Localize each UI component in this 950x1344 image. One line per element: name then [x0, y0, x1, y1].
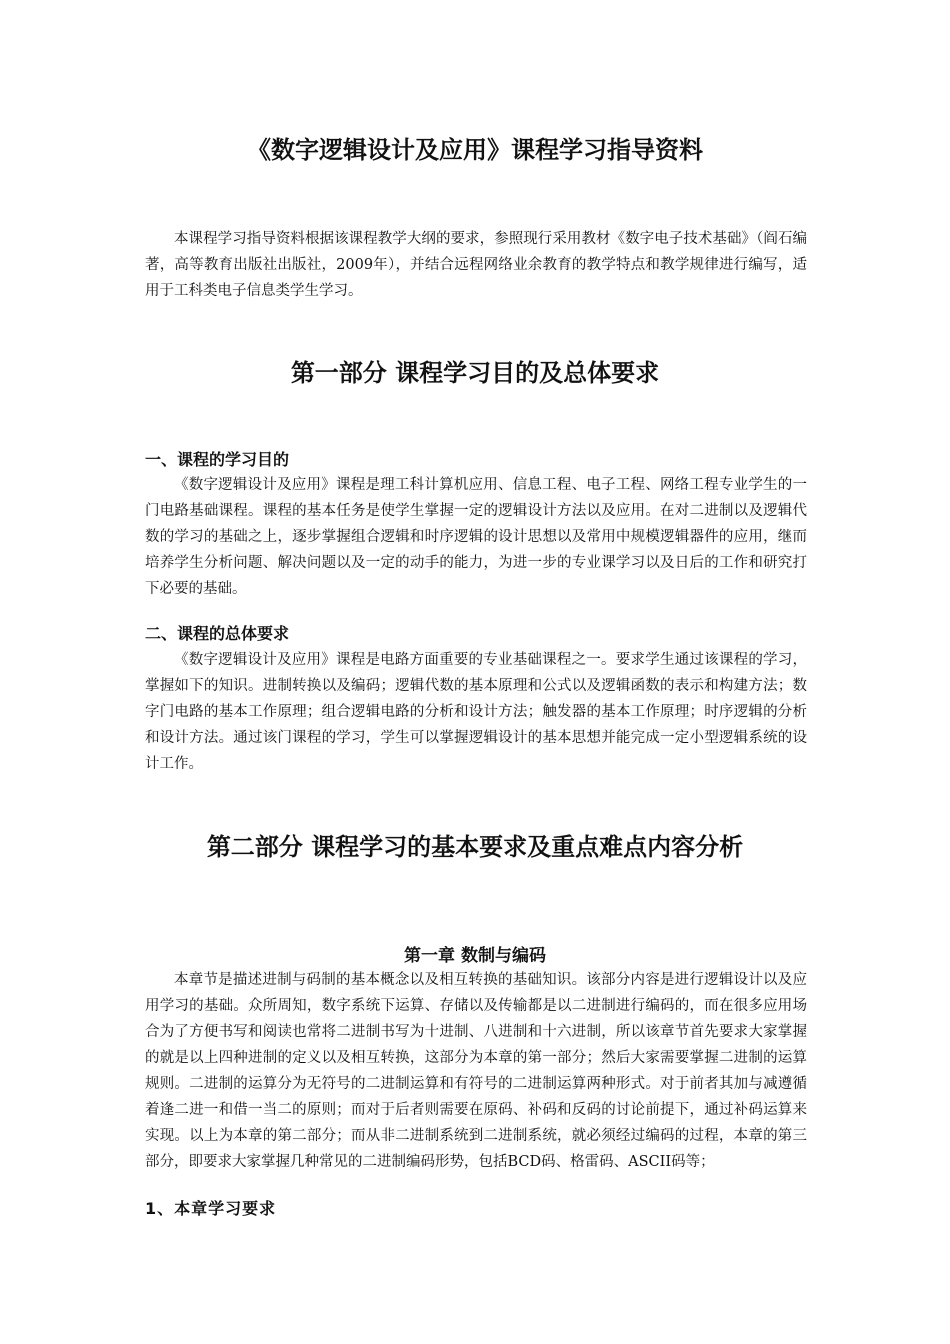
part1-title: 第一部分 课程学习目的及总体要求	[290, 358, 660, 387]
chapter1-paragraph: 本章节是描述进制与码制的基本概念以及相互转换的基础知识。该部分内容是进行逻辑设计以及应用学习的基础。众所周知，数字系统下运算、存储以及传输都是以二进制进行编码的，而在很多应用场合为了方便书写和阅读也常将二进制书写为十进制、八进制和十六进制，所以该章节首先要求大家掌握的就是以上四种进制的定义以及相互转换，这部分为本章的第一部分；然后大家需要掌握二进制的运算规则。二进制的运算分为无符号的二进制运算和有符号的二进制运算两种形式。对于前者其加与减遵循着逢二进一和借一当二的原则；而对于后者则需要在原码、补码和反码的讨论前提下，通过补码运算来实现。以上为本章的第二部分；而从非二进制系统到二进制系统，就必须经过编码的过程，本章的第三部分，即要求大家掌握几种常见的二进制编码形势，包括BCD码、格雷码、ASCII码等；	[145, 972, 807, 1170]
chapter1-subsection-heading: 1、本章学习要求	[145, 1199, 277, 1218]
overall-requirements-paragraph: 《数字逻辑设计及应用》课程是电路方面重要的专业基础课程之一。要求学生通过该课程的学习，掌握如下的知识。进制转换以及编码；逻辑代数的基本原理和公式以及逻辑函数的表示和构建方法；数字门电路的基本工作原理；组合逻辑电路的分析和设计方法；触发器的基本工作原理；时序逻辑的分析和设计方法。通过该门课程的学习，学生可以掌握逻辑设计的基本思想并能完成一定小型逻辑系统的设计工作。	[145, 652, 807, 772]
document-title: 《数字逻辑设计及应用》课程学习指导资料	[247, 135, 703, 164]
chapter1-title: 第一章 数制与编码	[404, 946, 546, 966]
section-heading-learning-purpose: 一、课程的学习目的	[145, 450, 290, 469]
intro-paragraph: 本课程学习指导资料根据该课程教学大纲的要求，参照现行采用教材《数字电子技术基础》（阎石编著，高等教育出版社出版社，2009年），并结合远程网络业余教育的教学特点和教学规律进行编写，适用于工科类电子信息类学生学习。	[145, 231, 807, 299]
learning-purpose-paragraph: 《数字逻辑设计及应用》课程是理工科计算机应用、信息工程、电子工程、网络工程专业学生的一门电路基础课程。课程的基本任务是使学生掌握一定的逻辑设计方法以及应用。在对二进制以及逻辑代数的学习的基础之上，逐步掌握组合逻辑和时序逻辑的设计思想以及常用中规模逻辑器件的应用，继而培养学生分析问题、解决问题以及一定的动手的能力，为进一步的专业课学习以及日后的工作和研究打下必要的基础。	[145, 477, 807, 597]
section-heading-overall-requirements: 二、课程的总体要求	[145, 624, 290, 643]
part2-title: 第二部分 课程学习的基本要求及重点难点内容分析	[206, 832, 744, 861]
